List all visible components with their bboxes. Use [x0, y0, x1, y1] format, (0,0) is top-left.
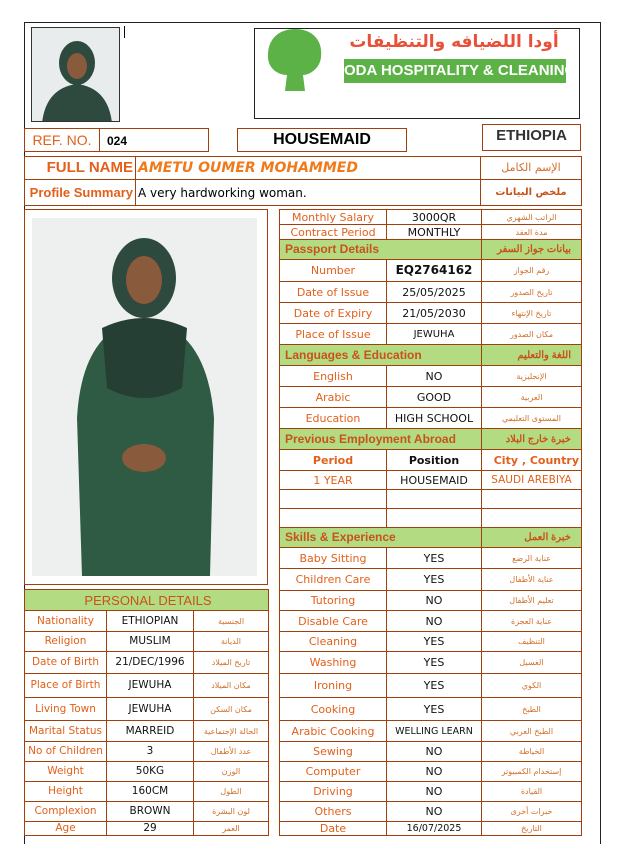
- skill-computer-label: Computer: [280, 762, 387, 782]
- skill-tutoring-label: Tutoring: [280, 591, 387, 611]
- full-photo-frame: [24, 209, 268, 585]
- skill-disable-care-arabic: عناية العجزة: [482, 611, 582, 632]
- contract-period-arabic: مدة العقد: [482, 225, 582, 240]
- employment-empty-row: [280, 509, 582, 528]
- skill-computer: [280, 762, 582, 782]
- skill-computer-arabic: إستخدام الكمبيوتر: [482, 762, 582, 782]
- personal-religion-value: MUSLIM: [107, 632, 194, 652]
- place-of-issue-arabic: مكان الصدور: [482, 324, 582, 345]
- passport-number: [280, 260, 582, 282]
- personal-weight-arabic: الوزن: [194, 762, 269, 782]
- full-name-arabic: الإسم الكامل: [481, 157, 582, 180]
- language-arabic-value: GOOD: [387, 387, 482, 408]
- empty-cell: [280, 490, 387, 509]
- personal-complexion: [25, 802, 269, 822]
- skill-baby-sitting-value: YES: [387, 548, 482, 569]
- language-english-arabic: الإنجليزية: [482, 366, 582, 387]
- skill-cooking-value: YES: [387, 698, 482, 721]
- personal-place-of-birth-value: JEWUHA: [107, 674, 194, 698]
- employment-columns: [280, 450, 582, 471]
- personal-place-of-birth: [25, 674, 269, 698]
- personal-complexion-arabic: لون البشرة: [194, 802, 269, 822]
- column-period: Period: [280, 450, 387, 471]
- skill-others-label: Others: [280, 802, 387, 822]
- language-arabic: [280, 387, 582, 408]
- profile-summary-label: Profile Summary: [25, 180, 136, 206]
- skill-tutoring-arabic: تعليم الأطفال: [482, 591, 582, 611]
- skill-disable-care: [280, 611, 582, 632]
- full-name-value: AMETU OUMER MOHAMMED: [136, 157, 481, 180]
- personal-living-town: [25, 698, 269, 721]
- employment-period: 1 YEAR: [280, 471, 387, 490]
- skill-washing-arabic: الغسيل: [482, 652, 582, 674]
- skill-tutoring: [280, 591, 582, 611]
- personal-place-of-birth-arabic: مكان الميلاد: [194, 674, 269, 698]
- skill-ironing-arabic: الكوي: [482, 674, 582, 698]
- personal-no-of-children: [25, 742, 269, 762]
- ref-value: 024: [107, 134, 128, 148]
- skill-children-care-label: Children Care: [280, 569, 387, 591]
- personal-religion-arabic: الديانة: [194, 632, 269, 652]
- profile-summary-value: A very hardworking woman.: [136, 180, 481, 206]
- date-of-expiry-arabic: تاريخ الإنتهاء: [482, 303, 582, 324]
- personal-date-of-birth: [25, 652, 269, 674]
- skill-date: [280, 822, 582, 836]
- personal-complexion-label: Complexion: [25, 802, 107, 822]
- skill-others-value: NO: [387, 802, 482, 822]
- personal-age-label: Age: [25, 822, 107, 836]
- language-education-value: HIGH SCHOOL: [387, 408, 482, 429]
- skill-washing: [280, 652, 582, 674]
- skill-sewing-label: Sewing: [280, 742, 387, 762]
- contract-period: [280, 225, 582, 240]
- personal-living-town-arabic: مكان السكن: [194, 698, 269, 721]
- date-of-issue: [280, 282, 582, 303]
- monthly-salary: [280, 210, 582, 225]
- skill-arabic-cooking-arabic: الطبخ العربي: [482, 721, 582, 742]
- logo-arabic-name: أودا اللضيافه والتنظيفات: [349, 32, 559, 52]
- personal-height: [25, 782, 269, 802]
- language-english: [280, 366, 582, 387]
- logo-english-name: ODA HOSPITALITY & CLEANING: [344, 59, 566, 83]
- skill-sewing: [280, 742, 582, 762]
- skill-date-label: Date: [280, 822, 387, 836]
- language-arabic-arabic: العربية: [482, 387, 582, 408]
- personal-nationality-label: Nationality: [25, 611, 107, 632]
- skill-disable-care-label: Disable Care: [280, 611, 387, 632]
- date-of-expiry-value: 21/05/2030: [387, 303, 482, 324]
- skill-sewing-value: NO: [387, 742, 482, 762]
- personal-weight-label: Weight: [25, 762, 107, 782]
- employment-location: SAUDI AREBIYA: [482, 471, 582, 490]
- languages-section-title: Languages & Education: [280, 345, 482, 366]
- place-of-issue: [280, 324, 582, 345]
- passport-number-arabic: رقم الجواز: [482, 260, 582, 282]
- personal-religion: [25, 632, 269, 652]
- monthly-salary-label: Monthly Salary: [280, 210, 387, 225]
- skill-ironing: [280, 674, 582, 698]
- personal-date-of-birth-arabic: تاريخ الميلاد: [194, 652, 269, 674]
- date-of-issue-value: 25/05/2025: [387, 282, 482, 303]
- passport-section: [280, 240, 582, 260]
- date-of-issue-arabic: تاريخ الصدور: [482, 282, 582, 303]
- empty-cell: [280, 509, 387, 528]
- skill-arabic-cooking-value: WELLING LEARN: [387, 721, 482, 742]
- monthly-salary-value: 3000QR: [387, 210, 482, 225]
- personal-nationality-arabic: الجنسية: [194, 611, 269, 632]
- employment-section: [280, 429, 582, 450]
- personal-nationality-value: ETHIOPIAN: [107, 611, 194, 632]
- skills-section-title-arabic: خبرة العمل: [482, 528, 582, 548]
- skill-date-arabic: التاريخ: [482, 822, 582, 836]
- skill-cleaning: [280, 632, 582, 652]
- employment-section-title-arabic: خبرة خارج البلاد: [482, 429, 582, 450]
- ref-box: [24, 128, 209, 152]
- passport-photo: [31, 27, 120, 122]
- column-position: Position: [387, 450, 482, 471]
- empty-cell: [482, 509, 582, 528]
- personal-living-town-label: Living Town: [25, 698, 107, 721]
- skill-baby-sitting-arabic: عناية الرضع: [482, 548, 582, 569]
- skill-children-care-value: YES: [387, 569, 482, 591]
- skill-driving-arabic: القيادة: [482, 782, 582, 802]
- profile-summary-arabic: ملخص البيانات: [481, 180, 582, 206]
- country: ETHIOPIA: [482, 124, 581, 151]
- employment-position: HOUSEMAID: [387, 471, 482, 490]
- personal-living-town-value: JEWUHA: [107, 698, 194, 721]
- skill-disable-care-value: NO: [387, 611, 482, 632]
- personal-marital-status-arabic: الحالة الإجتماعية: [194, 721, 269, 742]
- personal-section-title: PERSONAL DETAILS: [25, 590, 269, 611]
- personal-height-arabic: الطول: [194, 782, 269, 802]
- language-education: [280, 408, 582, 429]
- empty-cell: [387, 509, 482, 528]
- skill-driving-label: Driving: [280, 782, 387, 802]
- column-location: City , Country: [482, 450, 582, 471]
- personal-age: [25, 822, 269, 836]
- skill-computer-value: NO: [387, 762, 482, 782]
- skill-others: [280, 802, 582, 822]
- details-table: [279, 209, 582, 836]
- skill-cleaning-label: Cleaning: [280, 632, 387, 652]
- tree-icon: [265, 27, 325, 93]
- personal-no-of-children-label: No of Children: [25, 742, 107, 762]
- skill-washing-label: Washing: [280, 652, 387, 674]
- personal-height-label: Height: [25, 782, 107, 802]
- position-title: HOUSEMAID: [237, 128, 407, 152]
- personal-weight-value: 50KG: [107, 762, 194, 782]
- personal-age-value: 29: [107, 822, 194, 836]
- employment-empty-row: [280, 490, 582, 509]
- skills-section: [280, 528, 582, 548]
- full-body-photo: [32, 218, 257, 576]
- skills-section-title: Skills & Experience: [280, 528, 482, 548]
- personal-marital-status: [25, 721, 269, 742]
- personal-nationality: [25, 611, 269, 632]
- personal-marital-status-value: MARREID: [107, 721, 194, 742]
- date-of-expiry-label: Date of Expiry: [280, 303, 387, 324]
- skill-others-arabic: خبرات أخرى: [482, 802, 582, 822]
- skill-arabic-cooking-label: Arabic Cooking: [280, 721, 387, 742]
- skill-cooking-label: Cooking: [280, 698, 387, 721]
- language-english-label: English: [280, 366, 387, 387]
- language-arabic-label: Arabic: [280, 387, 387, 408]
- skill-cleaning-arabic: التنظيف: [482, 632, 582, 652]
- empty-cell: [482, 490, 582, 509]
- skill-washing-value: YES: [387, 652, 482, 674]
- personal-no-of-children-arabic: عدد الأطفال: [194, 742, 269, 762]
- text-cursor: [124, 26, 125, 38]
- skill-ironing-label: Ironing: [280, 674, 387, 698]
- skill-tutoring-value: NO: [387, 591, 482, 611]
- skill-date-value: 16/07/2025: [387, 822, 482, 836]
- personal-date-of-birth-value: 21/DEC/1996: [107, 652, 194, 674]
- skill-baby-sitting-label: Baby Sitting: [280, 548, 387, 569]
- empty-cell: [387, 490, 482, 509]
- skill-sewing-arabic: الخياطة: [482, 742, 582, 762]
- skill-baby-sitting: [280, 548, 582, 569]
- employment-section-title: Previous Employment Abroad: [280, 429, 482, 450]
- skill-driving-value: NO: [387, 782, 482, 802]
- personal-weight: [25, 762, 269, 782]
- contract-period-label: Contract Period: [280, 225, 387, 240]
- monthly-salary-arabic: الراتب الشهري: [482, 210, 582, 225]
- language-english-value: NO: [387, 366, 482, 387]
- place-of-issue-value: JEWUHA: [387, 324, 482, 345]
- company-logo: [254, 28, 580, 119]
- passport-number-value: EQ2764162: [387, 260, 482, 282]
- skill-ironing-value: YES: [387, 674, 482, 698]
- skill-arabic-cooking: [280, 721, 582, 742]
- contract-period-value: MONTHLY: [387, 225, 482, 240]
- languages-section: [280, 345, 582, 366]
- passport-section-title: Passport Details: [280, 240, 482, 260]
- language-education-arabic: المستوى التعليمي: [482, 408, 582, 429]
- personal-marital-status-label: Marital Status: [25, 721, 107, 742]
- personal-complexion-value: BROWN: [107, 802, 194, 822]
- language-education-label: Education: [280, 408, 387, 429]
- personal-age-arabic: العمر: [194, 822, 269, 836]
- skill-cooking: [280, 698, 582, 721]
- personal-height-value: 160CM: [107, 782, 194, 802]
- languages-section-title-arabic: اللغة والتعليم: [482, 345, 582, 366]
- skill-cooking-arabic: الطبخ: [482, 698, 582, 721]
- employment-row: [280, 471, 582, 490]
- personal-date-of-birth-label: Date of Birth: [25, 652, 107, 674]
- date-of-issue-label: Date of Issue: [280, 282, 387, 303]
- passport-number-label: Number: [280, 260, 387, 282]
- personal-place-of-birth-label: Place of Birth: [25, 674, 107, 698]
- skill-children-care-arabic: عناية الأطفال: [482, 569, 582, 591]
- skill-cleaning-value: YES: [387, 632, 482, 652]
- personal-details-table: [24, 589, 269, 836]
- place-of-issue-label: Place of Issue: [280, 324, 387, 345]
- skill-children-care: [280, 569, 582, 591]
- personal-religion-label: Religion: [25, 632, 107, 652]
- passport-section-title-arabic: بيانات جواز السفر: [482, 240, 582, 260]
- identity-table: [24, 156, 582, 206]
- skill-driving: [280, 782, 582, 802]
- full-name-label: FULL NAME: [25, 157, 136, 180]
- date-of-expiry: [280, 303, 582, 324]
- personal-no-of-children-value: 3: [107, 742, 194, 762]
- ref-label: REF. NO.: [25, 129, 100, 151]
- personal-section: [25, 590, 269, 611]
